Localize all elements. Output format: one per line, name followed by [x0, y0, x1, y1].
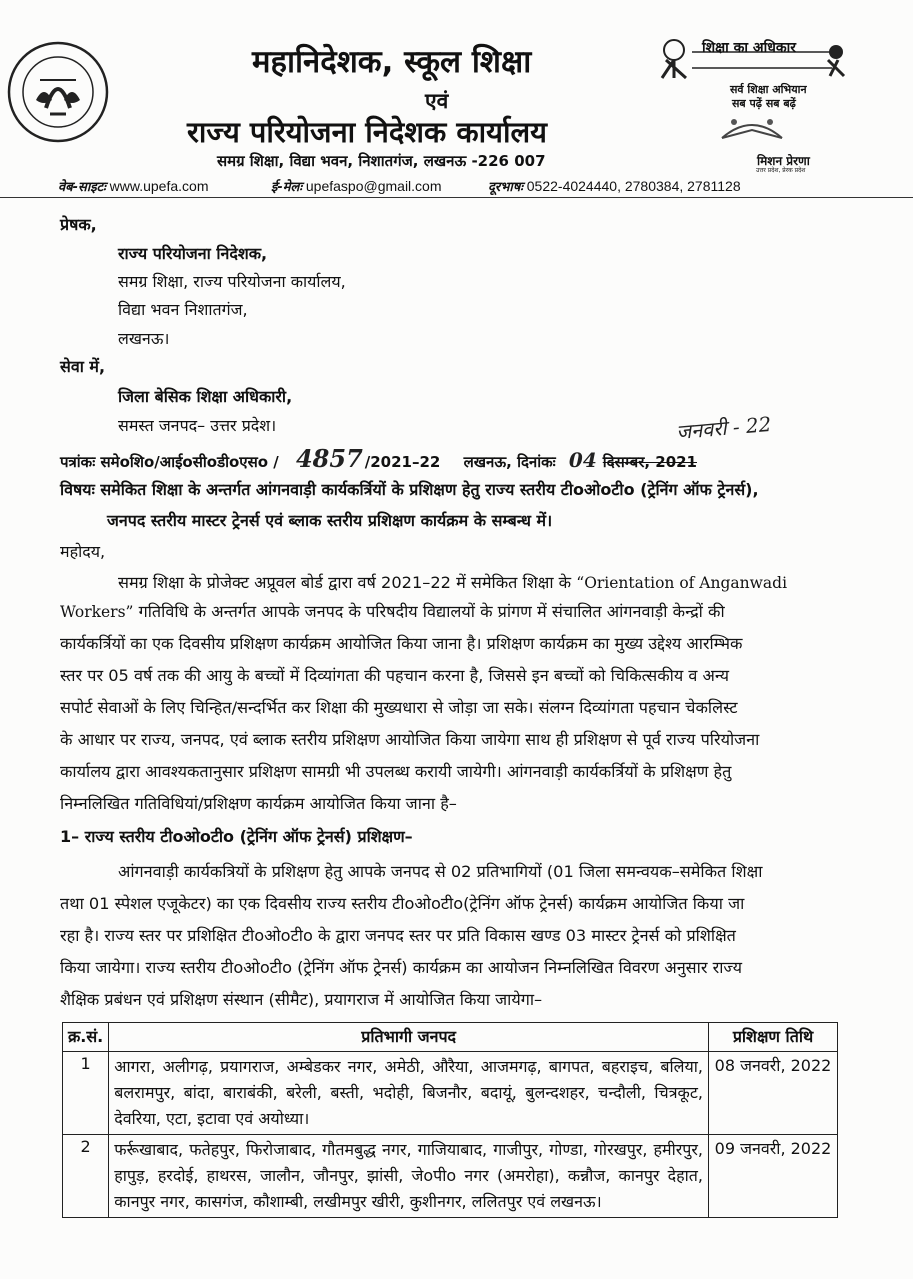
ssa-logo-text: सर्व शिक्षा अभियान — [730, 83, 807, 96]
reference-year: /2021–22 — [364, 453, 441, 471]
column-header-serial: क्र.सं. — [63, 1023, 109, 1052]
para1-line1-english: “Orientation of Anganwadi — [576, 574, 788, 592]
place-date-label: लखनऊ, दिनांकः — [463, 453, 556, 471]
date-month-struck: दिसम्बर, 2021 — [602, 453, 697, 471]
para1-line8: निम्नलिखित गतिविधियां/प्रशिक्षण कार्यक्रम आयोजित किया जाना है– — [60, 794, 457, 813]
email-info — [271, 177, 442, 195]
from-label: प्रेषक, — [60, 215, 97, 234]
website-link[interactable]: www.upefa.com — [109, 178, 209, 194]
up-government-seal — [6, 40, 110, 144]
header-divider — [0, 197, 913, 198]
header-conjunction: एवं — [425, 89, 449, 113]
header-title-project-director: राज्य परियोजना निदेशक कार्यालय — [187, 115, 547, 149]
header-title-director-general: महानिदेशक, स्कूल शिक्षा — [252, 44, 532, 80]
column-header-training-date: प्रशिक्षण तिथि — [709, 1023, 838, 1052]
para1-line3: कार्यकर्त्रियों का एक दिवसीय प्रशिक्षण कार्यक्रम आयोजित किया जाना है। प्रशिक्षण कार्यक्रम का मुख्य उद्देश्य आरम्भिक — [60, 634, 743, 653]
para2-line3: रहा है। राज्य स्तर पर प्रशिक्षित टीoओoटीo के द्वारा जनपद स्तर पर प्रति विकास खण्ड 03 मास्टर ट्रेनर्स को प्रशिक्षित — [60, 926, 736, 945]
to-address: समस्त जनपद– उत्तर प्रदेश। — [118, 416, 277, 435]
para1-line6: के आधार पर राज्य, जनपद, एवं ब्लाक स्तरीय प्रशिक्षण आयोजित किया जायेगा साथ ही प्रशिक्षण से पूर्व राज्य परियोजना — [60, 730, 760, 749]
from-name: राज्य परियोजना निदेशक, — [118, 244, 268, 263]
column-header-districts: प्रतिभागी जनपद — [109, 1023, 709, 1052]
website-info — [58, 177, 208, 195]
website-label: वेब-साइटः — [58, 180, 106, 195]
para2-line5: शैक्षिक प्रबंधन एवं प्रशिक्षण संस्थान (सीमैट), प्रयागराज में आयोजित किया जायेगा– — [60, 990, 543, 1009]
para1-line5: सपोर्ट सेवाओं के लिए चिन्हित/सन्दर्भित कर शिक्षा की मुख्यधारा से जोड़ा जा सके। संलग्न दिव्यांगता पहचान चेकलिस्ट — [60, 698, 738, 717]
training-schedule-table — [62, 1022, 838, 1218]
para1-line7: कार्यालय द्वारा आवश्यकतानुसार प्रशिक्षण सामग्री भी उपलब्ध करायी जायेगी। आंगनवाड़ी कार्यकर्त्रियों के प्रशिक्षण हेतु — [60, 762, 732, 781]
para1-line1-hindi: समग्र शिक्षा के प्रोजेक्ट अप्रूवल बोर्ड द्वारा वर्ष 2021–22 में समेकित शिक्षा के — [118, 573, 577, 592]
subject-line1: विषयः समेकित शिक्षा के अन्तर्गत आंगनवाड़ी कार्यकर्त्रियों के प्रशिक्षण हेतु राज्य स्तरीय टीoओoटीo (ट्रेनिंग ऑफ ट्रेनर्स), — [60, 480, 759, 499]
para1-line4: स्तर पर 05 वर्ष तक की आयु के बच्चों में दिव्यांगता की पहचान करना है, जिससे इन बच्चों को चिकित्सकीय व अन्य — [60, 666, 730, 685]
date-day-handwritten: 04 — [568, 448, 597, 472]
ssa-tagline: सब पढ़ें सब बढ़ें — [732, 97, 796, 110]
table-row — [63, 1052, 838, 1135]
rte-logo-text: शिक्षा का अधिकार — [702, 40, 796, 56]
subject-line2: जनपद स्तरीय मास्टर ट्रेनर्स एवं ब्लाक स्तरीय प्रशिक्षण कार्यक्रम के सम्बन्ध में। — [107, 511, 553, 530]
row-date: 09 जनवरी, 2022 — [709, 1135, 838, 1218]
header-address: समग्र शिक्षा, विद्या भवन, निशातगंज, लखनऊ -226 007 — [217, 152, 546, 170]
from-address-line1: समग्र शिक्षा, राज्य परियोजना कार्यालय, — [118, 272, 346, 291]
phone-numbers: 0522-4024440, 2780384, 2781128 — [526, 178, 741, 194]
para2-line2: तथा 01 स्पेशल एजूकेटर) का एक दिवसीय राज्य स्तरीय टीoओoटीo(ट्रेनिंग ऑफ ट्रेनर्स) कार्यक्रम आयोजित किया जा — [60, 894, 745, 913]
reference-line — [60, 444, 697, 473]
from-address-line3: लखनऊ। — [118, 329, 170, 348]
row-serial: 1 — [63, 1052, 109, 1135]
para1-line2 — [60, 600, 725, 622]
table-row — [63, 1135, 838, 1218]
to-name: जिला बेसिक शिक्षा अधिकारी, — [118, 387, 293, 406]
section1-heading: 1– राज्य स्तरीय टीoओoटीo (ट्रेनिंग ऑफ ट्रेनर्स) प्रशिक्षण– — [60, 827, 413, 846]
para2-line1: आंगनवाड़ी कार्यकत्रियों के प्रशिक्षण हेतु आपके जनपद से 02 प्रतिभागियों (01 जिला समन्वयक–समेकित शिक्षा — [118, 862, 763, 881]
row-serial: 2 — [63, 1135, 109, 1218]
email-link[interactable]: upefaspo@gmail.com — [305, 178, 442, 194]
table-header-row — [63, 1023, 838, 1052]
reference-prefix: पत्रांकः समेoशिo/आईoसीoडीoएसo / — [60, 453, 279, 471]
row-date: 08 जनवरी, 2022 — [709, 1052, 838, 1135]
para1-line1 — [118, 571, 787, 593]
para1-line2-english: Workers” — [60, 603, 134, 621]
to-label: सेवा में, — [60, 357, 106, 376]
email-label: ई-मेलः — [271, 180, 302, 195]
para1-line2-hindi: गतिविधि के अन्तर्गत आपके जनपद के परिषदीय विद्यालयों के प्रांगण में संचालित आंगनवाड़ी केन्द्रों की — [133, 602, 725, 621]
reference-number-handwritten: 4857 — [295, 444, 363, 473]
mission-prerna-text: मिशन प्रेरणा — [757, 154, 810, 168]
para2-line4: किया जायेगा। राज्य स्तरीय टीoओoटीo (ट्रेनिंग ऑफ ट्रेनर्स) कार्यक्रम का आयोजन निम्नलिखित विवरण अनुसार राज्य — [60, 958, 743, 977]
mission-prerna-tagline: उत्तर प्रदेश, प्रेरक प्रदेश — [756, 167, 806, 174]
from-address-line2: विद्या भवन निशातगंज, — [118, 300, 248, 319]
row-districts: फर्रूखाबाद, फतेहपुर, फिरोजाबाद, गौतमबुद्ध नगर, गाजियाबाद, गाजीपुर, गोण्डा, गोरखपुर, हमीरपुर, हापुड़, हरदोई, हाथरस, जालौन, जौनपुर, झांसी, जेoपीo नगर (अमरोहा), कन्नौज, कानपुर देहात, कानपुर नगर, कासगंज, कौशाम्बी, लखीमपुर खीरी, कुशीनगर, ललितपुर एवं लखनऊ। — [109, 1135, 709, 1218]
row-districts: आगरा, अलीगढ़, प्रयागराज, अम्बेडकर नगर, अमेठी, औरैया, आजमगढ़, बागपत, बहराइच, बलिया, बलरामपुर, बांदा, बाराबंकी, बरेली, बस्ती, भदोही, बिजनौर, बदायूं, बुलन्दशहर, चन्दौली, चित्रकूट, देवरिया, एटा, इटावा एवं अयोध्या। — [109, 1052, 709, 1135]
salutation: महोदय, — [60, 542, 106, 561]
date-month-handwritten: जनवरी - 22 — [675, 411, 773, 445]
phone-label: दूरभाषः — [488, 180, 523, 195]
